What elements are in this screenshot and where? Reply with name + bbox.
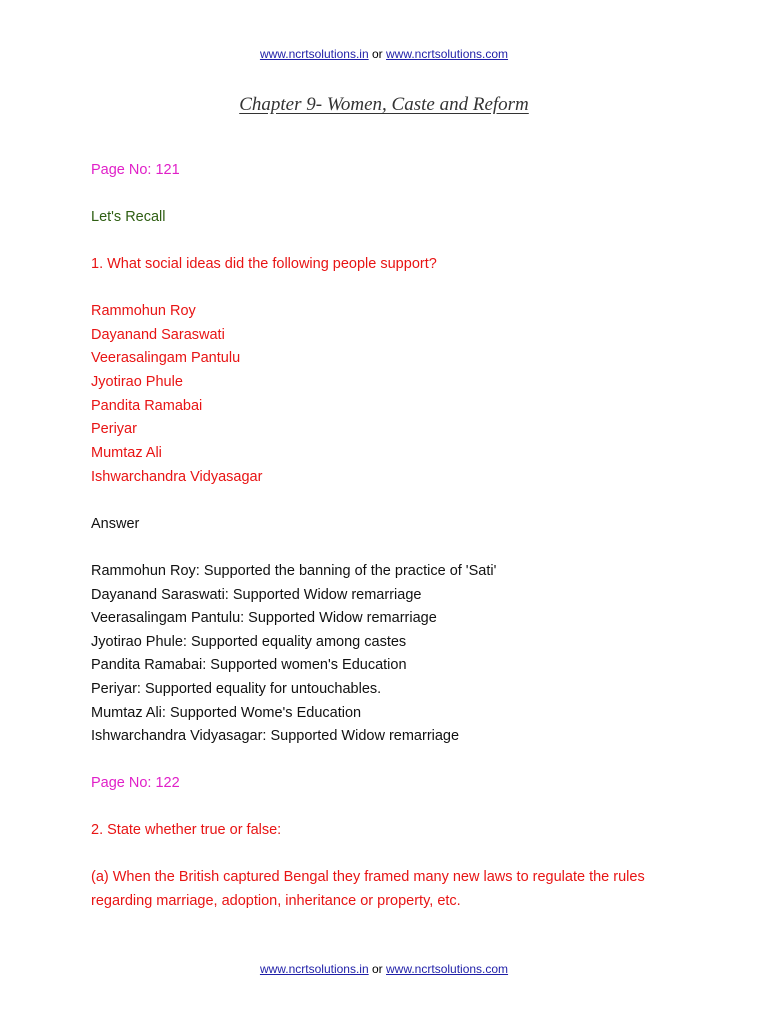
person-item: Periyar (91, 421, 137, 437)
answer-item: Pandita Ramabai: Supported women's Education (91, 657, 407, 673)
footer-or: or (372, 962, 383, 976)
footer-link-in[interactable]: www.ncrtsolutions.in (259, 962, 369, 976)
answer-item: Ishwarchandra Vidyasagar: Supported Widow remarriage (91, 728, 460, 744)
header-link-in[interactable]: www.ncrtsolutions.in (259, 47, 369, 61)
chapter-title-text: Chapter 9- Women, Caste and Reform (239, 94, 529, 115)
person-item: Mumtaz Ali (91, 445, 162, 461)
person-item: Veerasalingam Pantulu (91, 350, 241, 366)
header-or: or (372, 47, 383, 61)
answer-item: Rammohun Roy: Supported the banning of the practice of 'Sati' (91, 563, 497, 579)
answer-item: Dayanand Saraswati: Supported Widow remarriage (91, 587, 422, 603)
person-item: Dayanand Saraswati (91, 327, 225, 343)
footer-link-com[interactable]: www.ncrtsolutions.com (386, 962, 509, 976)
section-heading: Let's Recall (91, 209, 166, 225)
person-item: Pandita Ramabai (91, 398, 203, 414)
chapter-title (0, 94, 768, 116)
answer-item: Mumtaz Ali: Supported Wome's Education (91, 705, 362, 721)
page-number-122: Page No: 122 (91, 775, 180, 791)
header-link-com[interactable]: www.ncrtsolutions.com (386, 47, 509, 61)
question-2a: (a) When the British captured Bengal they framed many new laws to regulate the rules regarding marriage, adoption, inheritance or property, etc. (91, 869, 645, 909)
answer-item: Jyotirao Phule: Supported equality among castes (91, 634, 407, 650)
answer-item: Periyar: Supported equality for untouchables. (91, 681, 382, 697)
answer-label: Answer (91, 516, 140, 532)
page-number-121: Page No: 121 (91, 162, 180, 178)
page-footer (0, 962, 768, 976)
person-item: Ishwarchandra Vidyasagar (91, 469, 263, 485)
page-header (0, 47, 768, 61)
question-1: 1. What social ideas did the following people support? (91, 256, 437, 272)
answer-item: Veerasalingam Pantulu: Supported Widow remarriage (91, 610, 437, 626)
question-2: 2. State whether true or false: (91, 822, 282, 838)
person-item: Jyotirao Phule (91, 374, 183, 390)
person-item: Rammohun Roy (91, 303, 196, 319)
